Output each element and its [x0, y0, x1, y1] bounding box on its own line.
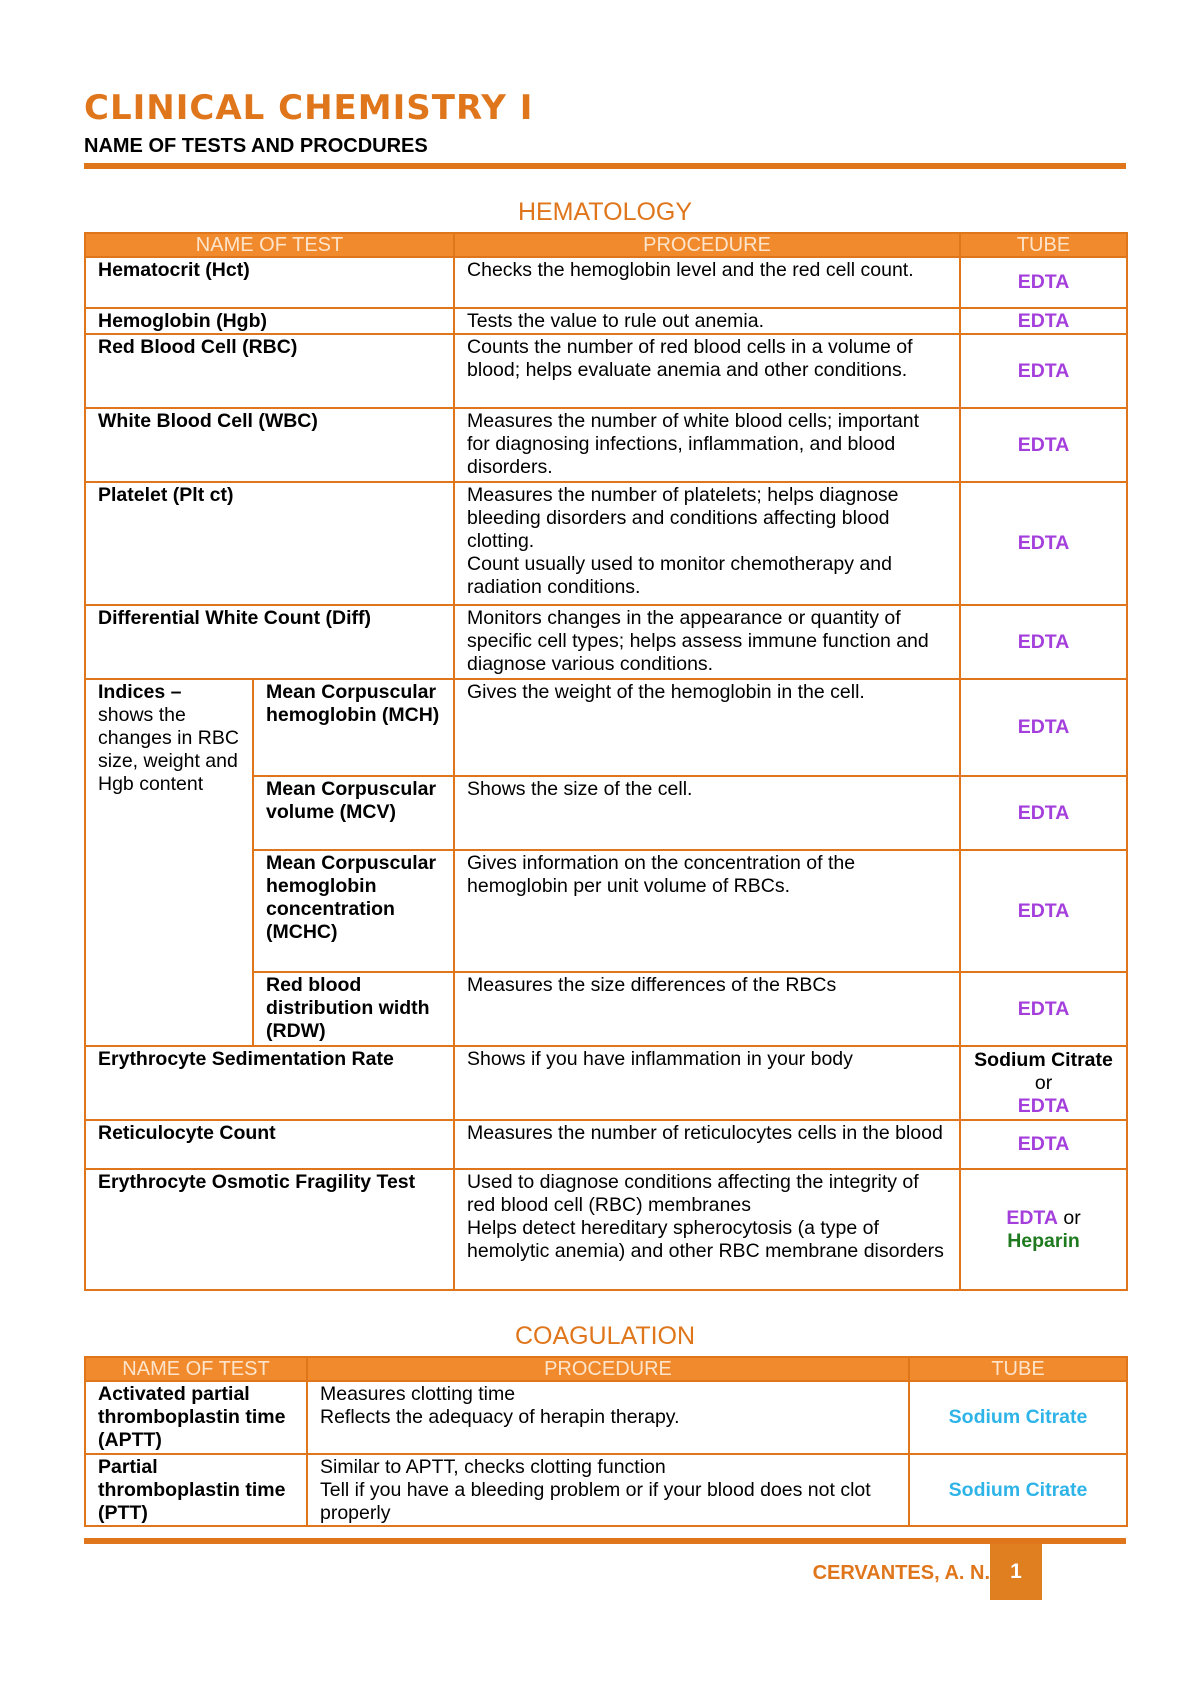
tube-edta: EDTA: [1006, 1206, 1058, 1229]
table-row: [85, 1169, 1127, 1290]
column-header-name: NAME OF TEST: [85, 233, 454, 257]
table-row: [85, 1046, 1127, 1120]
tube-heparin: Heparin: [1007, 1229, 1080, 1252]
tube-type: [960, 257, 1127, 308]
index-name: Mean Corpuscular hemoglobin concentration (MCHC): [253, 850, 454, 972]
test-procedure: [454, 1169, 960, 1290]
table-row: [85, 1381, 1127, 1454]
tube-edta: EDTA: [1017, 630, 1070, 653]
indices-label: Indices –: [98, 681, 182, 703]
tube-type: [960, 1046, 1127, 1120]
test-procedure: Tests the value to rule out anemia.: [454, 308, 960, 334]
tube-edta: EDTA: [1017, 433, 1070, 456]
column-header-tube: TUBE: [960, 233, 1127, 257]
tube-edta: EDTA: [1017, 899, 1070, 922]
tube-type: [960, 605, 1127, 679]
tube-or: or: [1034, 1071, 1053, 1094]
index-name: Mean Corpuscular hemoglobin (MCH): [253, 679, 454, 776]
page-number: 1: [990, 1544, 1042, 1600]
indices-description: shows the changes in RBC size, weight and Hgb content: [98, 704, 239, 795]
tube-sodium-citrate: Sodium Citrate: [948, 1406, 1088, 1428]
footer-author: CERVANTES, A. N.: [812, 1562, 990, 1584]
test-name: Reticulocyte Count: [85, 1120, 454, 1169]
tube-type: [960, 972, 1127, 1046]
tube-edta: EDTA: [1017, 309, 1070, 332]
coagulation-table: [84, 1356, 1128, 1527]
test-name: Red Blood Cell (RBC): [85, 334, 454, 408]
table-row: [85, 257, 1127, 308]
table-row: [85, 679, 1127, 776]
table-row: [85, 1454, 1127, 1526]
table-row: [85, 605, 1127, 679]
test-name: Hematocrit (Hct): [85, 257, 454, 308]
test-procedure: Measures the number of white blood cells; important for diagnosing infections, inflammation, and blood disorders.: [454, 408, 960, 482]
test-procedure: Measures the number of reticulocytes cells in the blood: [454, 1120, 960, 1169]
test-name: Partial thromboplastin time (PTT): [85, 1454, 307, 1526]
coagulation-header-row: [85, 1357, 1127, 1381]
tube-edta: EDTA: [1017, 271, 1070, 293]
tube-type: [960, 776, 1127, 850]
test-name: Erythrocyte Sedimentation Rate: [85, 1046, 454, 1120]
procedure-line: Count usually used to monitor chemotherapy and radiation conditions.: [467, 553, 892, 598]
procedure-line: Tell if you have a bleeding problem or if your blood does not clot properly: [320, 1479, 871, 1524]
tube-or: or: [1057, 1206, 1081, 1229]
test-procedure: Shows the size of the cell.: [454, 776, 960, 850]
tube-type: [960, 334, 1127, 408]
index-name: Mean Corpuscular volume (MCV): [253, 776, 454, 850]
tube-edta: EDTA: [1017, 1094, 1070, 1117]
hematology-title: HEMATOLOGY: [517, 198, 693, 226]
table-row: [85, 308, 1127, 334]
test-procedure: [307, 1381, 909, 1454]
index-name: Red blood distribution width (RDW): [253, 972, 454, 1046]
procedure-line: Similar to APTT, checks clotting function: [320, 1456, 666, 1478]
tube-type: [909, 1454, 1127, 1526]
document-title: CLINICAL CHEMISTRY I: [84, 88, 534, 128]
procedure-line: Measures the number of platelets; helps diagnose bleeding disorders and conditions affecting blood clotting.: [467, 484, 899, 552]
table-row: [85, 334, 1127, 408]
tube-edta: EDTA: [1017, 997, 1070, 1020]
coagulation-title: COAGULATION: [514, 1322, 696, 1350]
column-header-procedure: PROCEDURE: [307, 1357, 909, 1381]
table-row: [85, 482, 1127, 605]
hematology-header-row: [85, 233, 1127, 257]
tube-edta: EDTA: [1017, 359, 1070, 382]
tube-type: [960, 308, 1127, 334]
tube-type: [960, 1169, 1127, 1290]
indices-cell: [85, 679, 253, 1046]
hematology-table: [84, 232, 1128, 1291]
tube-sodium-citrate: Sodium Citrate: [974, 1048, 1113, 1071]
tube-edta: EDTA: [1017, 716, 1070, 738]
procedure-line: Reflects the adequacy of herapin therapy.: [320, 1406, 680, 1428]
tube-sodium-citrate: Sodium Citrate: [948, 1478, 1088, 1501]
test-procedure: Measures the size differences of the RBCs: [454, 972, 960, 1046]
test-procedure: Shows if you have inflammation in your body: [454, 1046, 960, 1120]
tube-type: [960, 482, 1127, 605]
tube-type: [960, 850, 1127, 972]
test-name: Erythrocyte Osmotic Fragility Test: [85, 1169, 454, 1290]
test-name: Differential White Count (Diff): [85, 605, 454, 679]
footer-rule: [84, 1538, 1126, 1544]
tube-type: [960, 408, 1127, 482]
procedure-line: Used to diagnose conditions affecting the integrity of red blood cell (RBC) membranes: [467, 1171, 919, 1216]
tube-edta: EDTA: [1017, 532, 1070, 554]
tube-edta: EDTA: [1017, 801, 1070, 824]
test-procedure: Gives the weight of the hemoglobin in the cell.: [454, 679, 960, 776]
test-name: Platelet (Plt ct): [85, 482, 454, 605]
test-procedure: Monitors changes in the appearance or quantity of specific cell types; helps assess immune function and diagnose various conditions.: [454, 605, 960, 679]
test-procedure: Gives information on the concentration of the hemoglobin per unit volume of RBCs.: [454, 850, 960, 972]
procedure-line: Measures clotting time: [320, 1383, 516, 1405]
test-name: Activated partial thromboplastin time (APTT): [85, 1381, 307, 1454]
column-header-procedure: PROCEDURE: [454, 233, 960, 257]
test-name: Hemoglobin (Hgb): [85, 308, 454, 334]
document-subtitle: NAME OF TESTS AND PROCDURES: [84, 135, 428, 157]
tube-type: [960, 679, 1127, 776]
test-procedure: [454, 482, 960, 605]
procedure-line: Helps detect hereditary spherocytosis (a type of hemolytic anemia) and other RBC membrane disorders: [467, 1217, 944, 1262]
test-procedure: [307, 1454, 909, 1526]
table-row: [85, 1120, 1127, 1169]
test-procedure: Checks the hemoglobin level and the red cell count.: [454, 257, 960, 308]
table-row: [85, 408, 1127, 482]
column-header-tube: TUBE: [909, 1357, 1127, 1381]
tube-type: [909, 1381, 1127, 1454]
test-procedure: Counts the number of red blood cells in a volume of blood; helps evaluate anemia and other conditions.: [454, 334, 960, 408]
column-header-name: NAME OF TEST: [85, 1357, 307, 1381]
header-rule: [84, 163, 1126, 169]
tube-edta: EDTA: [1017, 1133, 1070, 1155]
tube-type: [960, 1120, 1127, 1169]
test-name: White Blood Cell (WBC): [85, 408, 454, 482]
